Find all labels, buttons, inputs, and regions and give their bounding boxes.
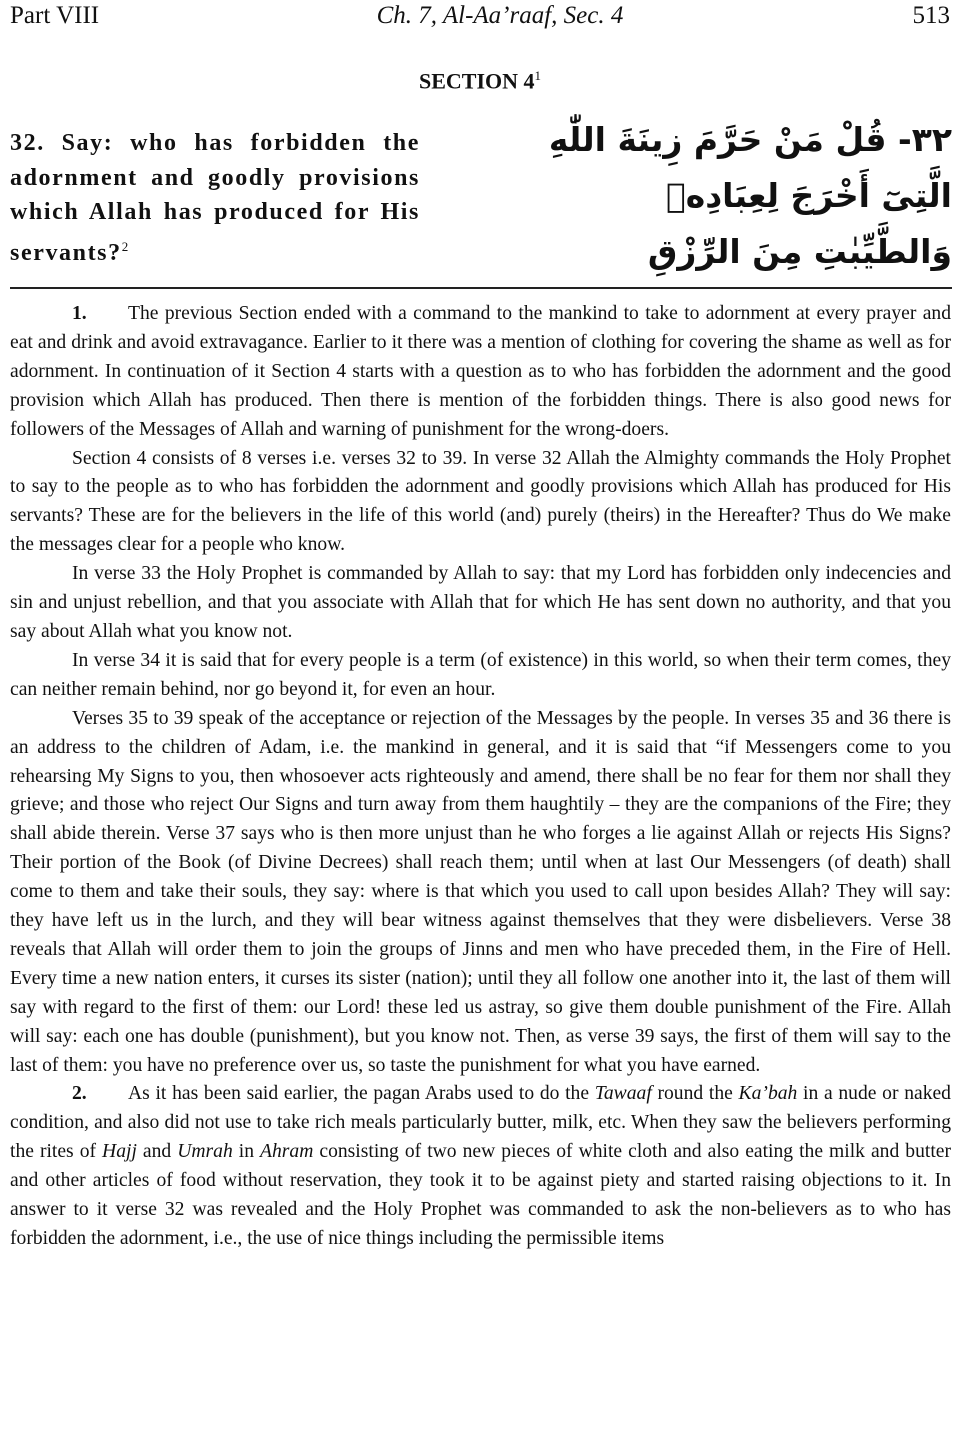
arabic-line: ٣٢- قُلْ مَنْ حَرَّمَ زِينَةَ اللّٰهِ [548,120,952,159]
verse-footnote-mark: 2 [121,238,129,254]
paragraph-text: Section 4 consists of 8 verses i.e. verses 32 to 39. In verse 32 Allah the Almighty commands the Holy Prophet to say to the people as to who has forbidden the adornment and goodly provisions which Allah has produced for His servants? These are for the believers in the life of this world (and) purely (theirs) in the Hereafter? Thus do We make the messages clear for a people who know. [10,447,951,556]
page-number: 513 [912,2,950,29]
term-tawaaf: Tawaaf [594,1083,652,1105]
running-header [10,2,950,38]
commentary-paragraph [10,705,951,1081]
chapter-label: Ch. 7, Al-Aa’raaf, Sec. 4 [376,2,624,29]
verse-arabic [548,112,952,280]
paragraph-text: The previous Section ended with a command to the mankind to take to adornment at every prayer and eat and drink and avoid extravagance. Earlier to it there was a mention of clothing for covering the shame as well as for adornment. In continuation of it Section 4 starts with a question as to who has forbidden the adornment and the good provision which Allah has produced. Then there is mention of the forbidden things. There is also good news for followers of the Messages of Allah and warning of punishment for the wrong-doers. [10,303,951,440]
section-footnote-mark: 1 [534,68,542,83]
commentary-paragraph [10,1080,951,1253]
term-ahram: Ahram [260,1141,314,1163]
paragraph-text: consisting of two new pieces of white cloth and also eating the milk and butter and other articles of food without reservation, they took it to be against piety and started raising objections to it. In answer to it verse 32 was revealed and the Holy Prophet was commanded to ask the non-believers as to who has forbidden the adornment, i.e., the use of nice things including the permissible items [10,1141,951,1249]
commentary-paragraph [10,647,951,705]
section-heading [0,68,960,94]
paragraph-text: in a nude or naked condition, and also did not use to take rich meals particularly butter, milk, etc. When they saw the believers performing the rites of [10,1083,951,1163]
verse-translation-text: 32. Say: who has forbidden the adornment and goodly provisions which Allah has produced for His servants? [10,130,420,266]
commentary-paragraph [10,560,951,647]
section-title: SECTION 4 [418,68,535,94]
paragraph-text: round the [651,1083,739,1105]
paragraph-text: in [232,1141,261,1163]
verse-translation [10,126,420,270]
term-umrah: Umrah [177,1141,233,1163]
paragraph-text: In verse 34 it is said that for every people is a term (of existence) in this world, so when their term comes, they can neither remain behind, nor go beyond it, for even an hour. [10,649,951,700]
section-divider [10,287,952,289]
paragraph-text: In verse 33 the Holy Prophet is commanded by Allah to say: that my Lord has forbidden only indecencies and sin and unjust rebellion, and that you associate with Allah that for which He has sent down no authority, and that you say about Allah what you know not. [10,563,951,642]
paragraph-text: and [136,1141,178,1163]
note-number: 2. [72,1083,87,1105]
commentary [10,300,951,1254]
term-kabah: Ka’bah [738,1083,798,1105]
arabic-line: الَّتِىٓ أَخْرَجَ لِعِبَادِهٖ [665,176,952,215]
paragraph-text: As it has been said earlier, the pagan Arabs used to do the [128,1083,595,1105]
part-label: Part VIII [10,2,100,29]
commentary-paragraph [10,445,951,561]
commentary-paragraph [10,300,951,445]
paragraph-text: Verses 35 to 39 speak of the acceptance or rejection of the Messages by the people. In verses 35 and 36 there is an address to the children of Adam, i.e. the mankind in general, and it is said that “if Messengers come to you rehearsing My Signs to you, then whosoever acts righteously and amend, there shall be no fear for them nor shall they grieve; and those who reject Our Signs and turn away from them haughtily – they are the companions of the Fire; they shall abide therein. Verse 37 says who is then more unjust than he who forges a lie against Allah or rejects His Signs? Their portion of the Book (of Divine Decrees) shall reach them; until when at last Our Messengers (of death) shall come to them and take their souls, they say: where is that which you used to call upon besides Allah? They will say: they have left us in the lurch, and they will bear witness against themselves that they were disbelievers. Verse 38 reveals that Allah will order them to join the groups of Jinns and men who have preceded them, in the Fire of Hell. Every time a new nation enters, it curses its sister (nation); until they all follow one another into it, the last of them will say with regard to the first of them: our Lord! these led us astray, so give them double punishment of the Fire. Allah will say: each one has double (punishment), but you know not. Then, as verse 39 says, the first of them will say to the last of them: you have no preference over us, so taste the punishment for what you have earned. [10,707,951,1076]
note-number: 1. [72,303,87,324]
term-hajj: Hajj [102,1141,137,1163]
arabic-line: وَالطَّيِّبٰتِ مِنَ الرِّزْقِ [647,232,952,271]
